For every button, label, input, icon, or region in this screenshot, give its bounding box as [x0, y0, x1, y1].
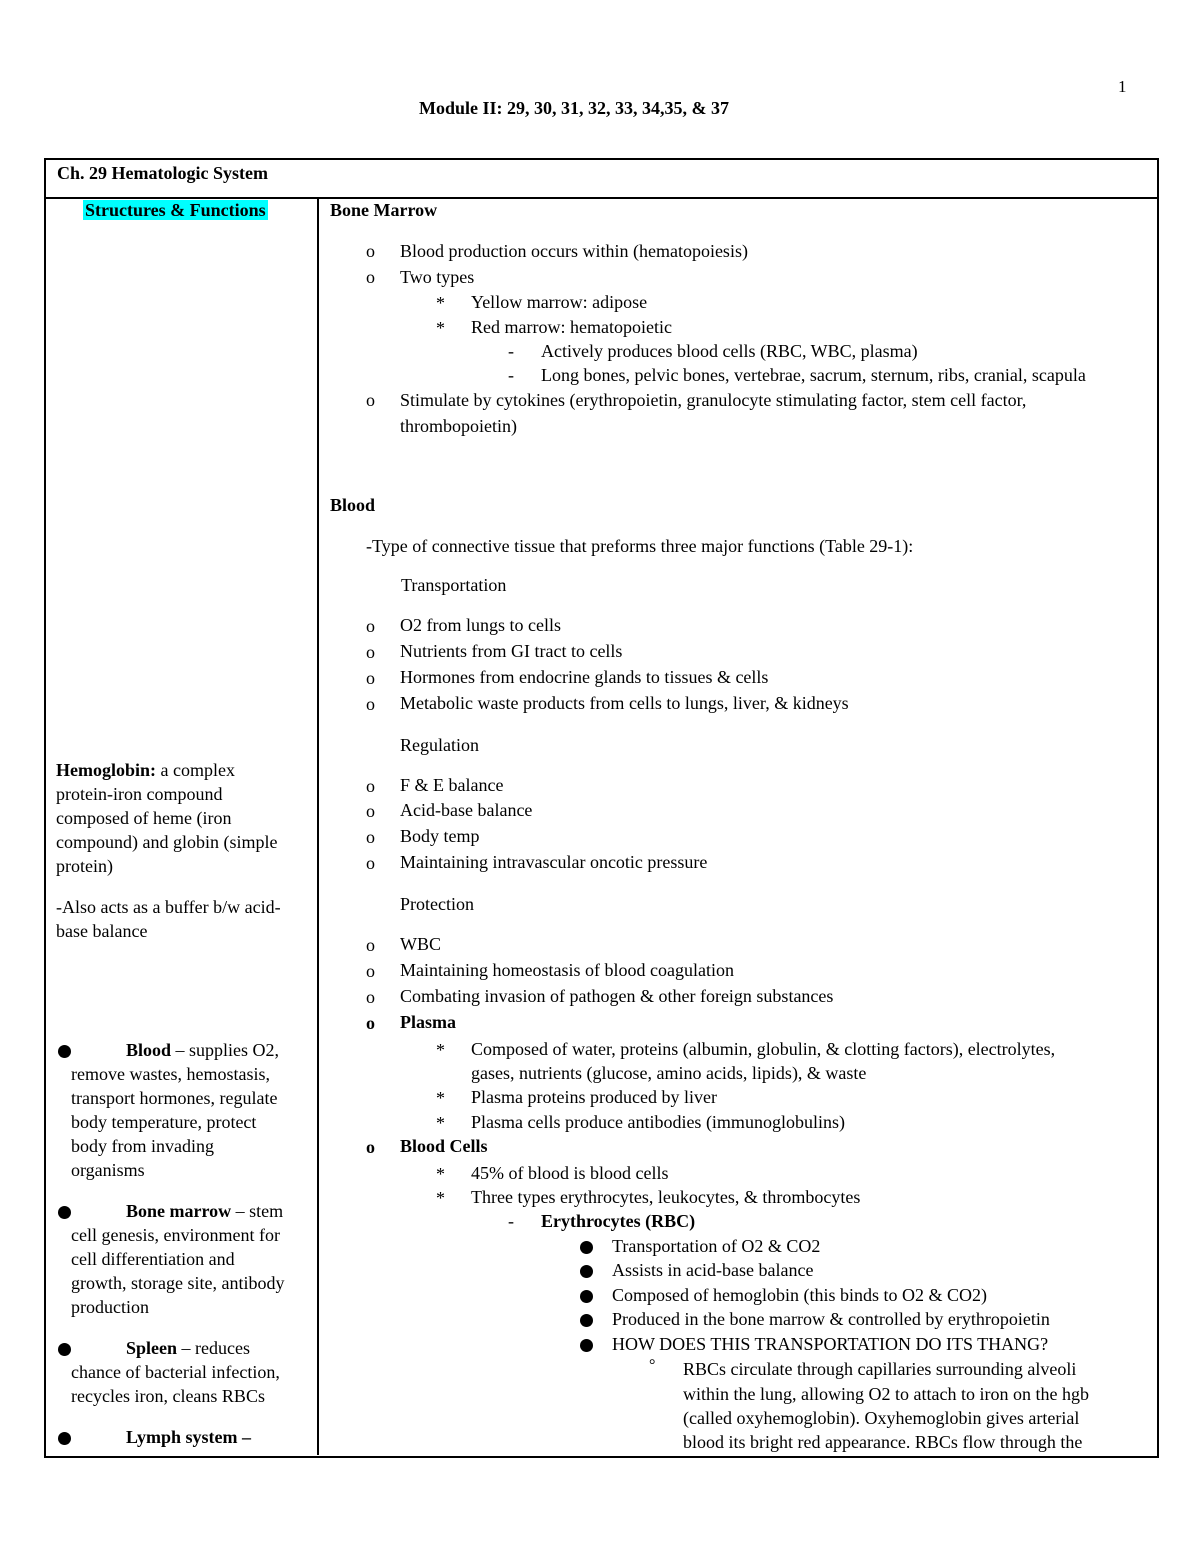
o-bullet-icon: o [366, 801, 375, 821]
bullet-icon [580, 1241, 593, 1254]
item-term: Blood [126, 1040, 172, 1060]
detail-line: blood its bright red appearance. RBCs flow through the [683, 1432, 1083, 1452]
item-text: remove wastes, hemostasis, [71, 1064, 270, 1084]
bullet-icon [58, 1432, 71, 1445]
list-item: Composed of hemoglobin (this binds to O2 & CO2) [612, 1285, 987, 1305]
item-text: body from invading [71, 1136, 214, 1156]
column-divider [317, 197, 319, 1455]
list-item: gases, nutrients (glucose, amino acids, lipids), & waste [471, 1063, 867, 1083]
blood-intro: -Type of connective tissue that preforms three major functions (Table 29-1): [366, 536, 914, 556]
bone-marrow-heading: Bone Marrow [330, 200, 438, 220]
list-item: Hormones from endocrine glands to tissues & cells [400, 667, 769, 687]
plasma-heading: Plasma [400, 1012, 456, 1032]
o-bullet-icon: o [366, 987, 375, 1007]
list-item: Red marrow: hematopoietic [471, 317, 672, 337]
protection-label: Protection [400, 894, 474, 914]
list-item: Stimulate by cytokines (erythropoietin, granulocyte stimulating factor, stem cell factor, [400, 390, 1027, 410]
item-term: Bone marrow [126, 1201, 232, 1221]
list-item: Actively produces blood cells (RBC, WBC, plasma) [541, 341, 918, 361]
list-item: Composed of water, proteins (albumin, globulin, & clotting factors), electrolytes, [471, 1039, 1056, 1059]
star-bullet-icon: * [436, 1188, 445, 1208]
bullet-icon [58, 1045, 71, 1058]
o-bullet-icon: o [366, 935, 375, 955]
hemoglobin-text: protein-iron compound [56, 784, 223, 804]
page-number: 1 [1118, 77, 1127, 96]
o-bullet-icon: o [366, 267, 375, 287]
o-bullet-icon: o [366, 853, 375, 873]
list-item: Long bones, pelvic bones, vertebrae, sacrum, sternum, ribs, cranial, scapula [541, 365, 1086, 385]
item-text: transport hormones, regulate [71, 1088, 278, 1108]
o-bullet-icon: o [366, 961, 375, 981]
dash-bullet-icon: - [508, 341, 514, 361]
list-item: Body temp [400, 826, 480, 846]
o-bullet-icon: o [366, 616, 375, 636]
regulation-label: Regulation [400, 735, 479, 755]
star-bullet-icon: * [436, 1040, 445, 1060]
list-item: Two types [400, 267, 475, 287]
page-title: Module II: 29, 30, 31, 32, 33, 34,35, & 37 [419, 98, 729, 118]
dash-bullet-icon: - [508, 1211, 514, 1231]
hemoglobin-text: composed of heme (iron [56, 808, 232, 828]
list-item: thrombopoietin) [400, 416, 517, 436]
item-text: cell differentiation and [71, 1249, 235, 1269]
list-item: Plasma proteins produced by liver [471, 1087, 717, 1107]
item-text: – reduces [177, 1338, 250, 1358]
buffer-text: -Also acts as a buffer b/w acid- [56, 897, 281, 917]
o-bullet-icon: o [366, 1137, 375, 1157]
erythrocytes-heading: Erythrocytes (RBC) [541, 1211, 696, 1231]
item-text: cell genesis, environment for [71, 1225, 280, 1245]
detail-line: within the lung, allowing O2 to attach to iron on the hgb [683, 1384, 1089, 1404]
section-label: Structures & Functions [85, 200, 266, 220]
item-text: – stem [231, 1201, 284, 1221]
o-bullet-icon: o [366, 642, 375, 662]
item-text: – supplies O2, [171, 1040, 280, 1060]
header-row-divider [44, 197, 1157, 199]
list-item: Transportation of O2 & CO2 [612, 1236, 821, 1256]
detail-line: RBCs circulate through capillaries surrounding alveoli [683, 1359, 1077, 1379]
list-item: Assists in acid-base balance [612, 1260, 814, 1280]
dash-bullet-icon: - [508, 365, 514, 385]
bullet-icon [580, 1339, 593, 1352]
o-bullet-icon: o [366, 390, 375, 410]
star-bullet-icon: * [436, 318, 445, 338]
o-bullet-icon: o [366, 1013, 375, 1033]
list-item: WBC [400, 934, 442, 954]
list-item: Plasma cells produce antibodies (immunoglobulins) [471, 1112, 845, 1132]
list-item: 45% of blood is blood cells [471, 1163, 669, 1183]
list-item: Combating invasion of pathogen & other foreign substances [400, 986, 834, 1006]
o-bullet-icon: o [366, 776, 375, 796]
list-item: Blood production occurs within (hematopoiesis) [400, 241, 748, 261]
list-item: Yellow marrow: adipose [471, 292, 648, 312]
o-bullet-icon: o [366, 668, 375, 688]
list-item: Produced in the bone marrow & controlled by erythropoietin [612, 1309, 1050, 1329]
star-bullet-icon: * [436, 1088, 445, 1108]
list-item: O2 from lungs to cells [400, 615, 561, 635]
item-term: Lymph system – [126, 1427, 252, 1447]
buffer-text: base balance [56, 921, 148, 941]
bullet-icon [580, 1290, 593, 1303]
table-header: Ch. 29 Hematologic System [57, 163, 268, 183]
bullet-icon [580, 1314, 593, 1327]
list-item: Metabolic waste products from cells to lungs, liver, & kidneys [400, 693, 849, 713]
hemoglobin-term: Hemoglobin: [56, 760, 157, 780]
blood-cells-heading: Blood Cells [400, 1136, 488, 1156]
star-bullet-icon: * [436, 293, 445, 313]
ring-bullet-icon: ° [649, 1357, 656, 1374]
list-item: Nutrients from GI tract to cells [400, 641, 623, 661]
item-text: chance of bacterial infection, [71, 1362, 280, 1382]
o-bullet-icon: o [366, 241, 375, 261]
list-item: Maintaining homeostasis of blood coagulation [400, 960, 734, 980]
bullet-icon [58, 1206, 71, 1219]
bullet-icon [58, 1343, 71, 1356]
list-item: HOW DOES THIS TRANSPORTATION DO ITS THANG? [612, 1334, 1049, 1354]
hemoglobin-text: a complex [156, 760, 235, 780]
item-term: Spleen [126, 1338, 178, 1358]
transportation-label: Transportation [401, 575, 507, 595]
bullet-icon [580, 1265, 593, 1278]
star-bullet-icon: * [436, 1164, 445, 1184]
hemoglobin-text: protein) [56, 856, 113, 876]
item-text: recycles iron, cleans RBCs [71, 1386, 265, 1406]
item-text: organisms [71, 1160, 145, 1180]
list-item: Maintaining intravascular oncotic pressure [400, 852, 708, 872]
o-bullet-icon: o [366, 827, 375, 847]
list-item: F & E balance [400, 775, 504, 795]
item-text: body temperature, protect [71, 1112, 257, 1132]
blood-heading: Blood [330, 495, 376, 515]
detail-line: (called oxyhemoglobin). Oxyhemoglobin gives arterial [683, 1408, 1080, 1428]
o-bullet-icon: o [366, 694, 375, 714]
item-text: growth, storage site, antibody [71, 1273, 285, 1293]
item-text: production [71, 1297, 149, 1317]
list-item: Three types erythrocytes, leukocytes, & thrombocytes [471, 1187, 861, 1207]
star-bullet-icon: * [436, 1113, 445, 1133]
hemoglobin-text: compound) and globin (simple [56, 832, 278, 852]
list-item: Acid-base balance [400, 800, 533, 820]
